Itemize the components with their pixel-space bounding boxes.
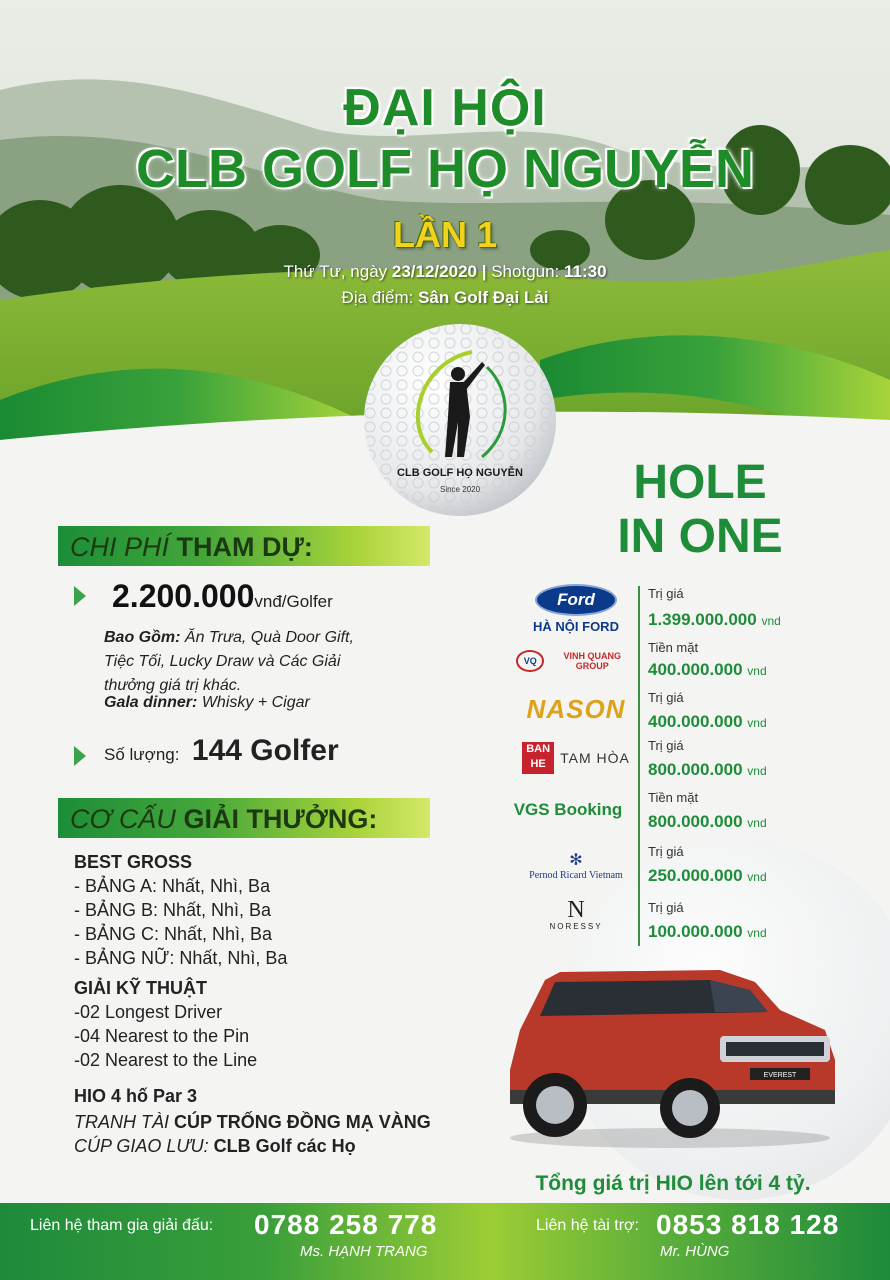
price-pernod: 250.000.000 vnd — [648, 866, 767, 885]
longest-driver: -02 Longest Driver — [74, 1002, 223, 1022]
ball-since: Since 2020 — [439, 485, 481, 494]
date-line: Thứ Tư, ngày 23/12/2020 | Shotgun: 11:30 — [283, 262, 607, 281]
sponsor-divider — [638, 586, 640, 946]
contact-left-name: Ms. HẠNH TRANG — [300, 1243, 428, 1260]
sponsor-pernod: ✻ Pernod Ricard Vietnam — [514, 850, 638, 881]
contact-right-name: Mr. HÙNG — [660, 1243, 730, 1260]
exchange-cup-line: CÚP GIAO LƯU: CLB Golf các Họ — [74, 1136, 356, 1156]
sponsor-noressy: N NORESSY — [516, 898, 636, 931]
contact-left-phone[interactable]: 0788 258 778 — [254, 1209, 438, 1240]
gala-dinner: Gala dinner: Whisky + Cigar — [104, 694, 310, 711]
contact-left-label: Liên hệ tham gia giải đấu: — [30, 1217, 214, 1234]
ban-he-logo-icon: BAN HE — [522, 742, 554, 774]
bang-a: - BẢNG A: Nhất, Nhì, Ba — [74, 876, 271, 896]
price-noressy: 100.000.000 vnd — [648, 922, 767, 941]
nearest-line: -02 Nearest to the Line — [74, 1050, 258, 1070]
edition-label: LẦN 1 — [392, 214, 497, 255]
price-tam-hoa: 800.000.000 vnd — [648, 760, 767, 779]
ball-club-name: CLB GOLF HỌ NGUYỄN — [397, 467, 523, 479]
nason-logo-icon: NASON — [526, 694, 626, 724]
car-illustration — [500, 960, 840, 1150]
nearest-pin: -04 Nearest to the Pin — [74, 1026, 250, 1046]
contact-right-phone[interactable]: 0853 818 128 — [656, 1209, 840, 1240]
price-nason: 400.000.000 vnd — [648, 712, 767, 731]
sponsor-ford: Ford HÀ NỘI FORD — [516, 584, 636, 634]
vinh-quang-logo-icon: VQ — [516, 650, 544, 672]
best-gross: BEST GROSS — [74, 852, 193, 872]
title-line1: ĐẠI HỘI — [343, 79, 547, 137]
sponsor-vinh-quang: VQ VINH QUANG GROUP — [516, 650, 636, 672]
quantity-line: Số lượng: 144 Golfer — [104, 734, 339, 767]
technical-heading: GIẢI KỸ THUẬT — [74, 978, 207, 998]
bang-b: - BẢNG B: Nhất, Nhì, Ba — [74, 900, 272, 920]
sponsor-vgs: VGS Booking — [513, 800, 623, 819]
title-line2: CLB GOLF HỌ NGUYỄN — [136, 139, 754, 199]
car-badge: EVEREST — [763, 1072, 797, 1079]
fee-includes: Bao Gồm: Ăn Trưa, Quà Door Gift, Tiệc Tối, Lucky Draw và Các Giải thưởng giá trị khác. — [104, 629, 354, 694]
bang-nu: - BẢNG NỮ: Nhất, Nhì, Ba — [74, 948, 288, 968]
ford-logo-icon: Ford — [535, 584, 617, 616]
prizes-heading-bar: CƠ CẤU GIẢI THƯỞNG: — [58, 798, 430, 838]
price-vgs: 800.000.000 vnd — [648, 812, 767, 831]
hio-total: Tổng giá trị HIO lên tới 4 tỷ. — [535, 1172, 811, 1195]
price-ford: 1.399.000.000 vnd — [648, 610, 781, 629]
bang-c: - BẢNG C: Nhất, Nhì, Ba — [74, 924, 273, 944]
contact-right-label: Liên hệ tài trợ: — [536, 1217, 639, 1234]
bullet-icon — [74, 746, 86, 766]
bullet-icon — [74, 586, 86, 606]
hio-par3: HIO 4 hố Par 3 — [74, 1086, 198, 1106]
venue-line: Địa điểm: Sân Golf Đại Lải — [341, 288, 549, 307]
cup-line: TRANH TÀI CÚP TRỐNG ĐỒNG MẠ VÀNG — [74, 1112, 431, 1132]
golf-ball-logo — [362, 322, 558, 518]
fee-heading-bar: CHI PHÍ THAM DỰ: — [58, 526, 430, 566]
sponsor-tam-hoa: BAN HE TAM HÒA — [516, 742, 636, 774]
noressy-logo-icon: N — [567, 897, 585, 923]
price-vinh-quang: 400.000.000 vnd — [648, 660, 767, 679]
hio-title-line1: HOLE — [633, 456, 767, 509]
fee-amount-line: 2.200.000vnđ/Golfer — [112, 578, 333, 614]
contact-footer — [0, 1203, 890, 1280]
pernod-star-icon: ✻ — [569, 852, 583, 869]
hio-title-line2: IN ONE — [617, 510, 783, 563]
sponsor-nason — [516, 694, 636, 725]
